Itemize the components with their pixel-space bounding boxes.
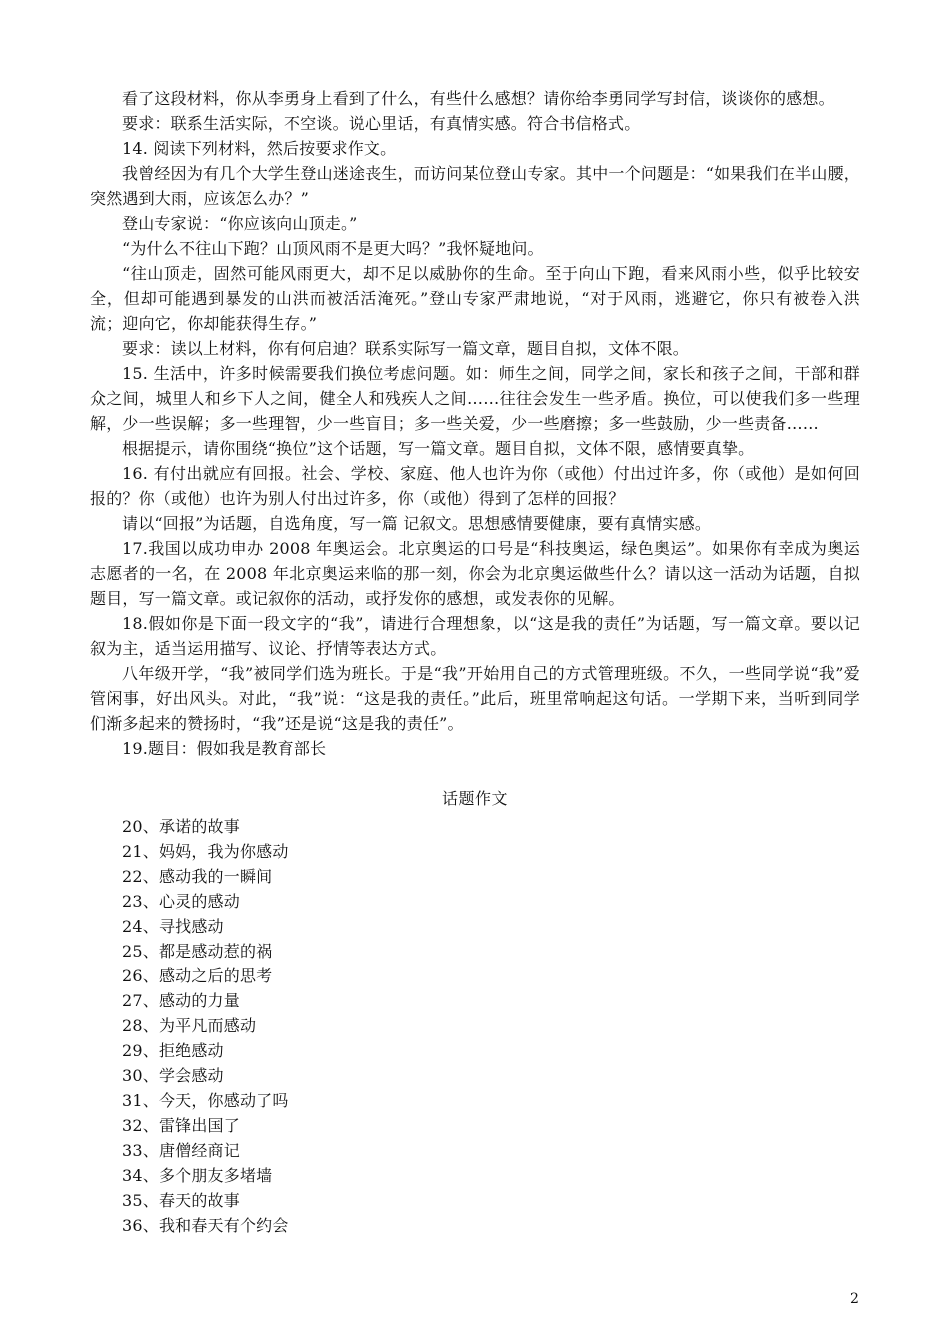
topic-item: 27、感动的力量 (122, 991, 240, 1011)
topic-item: 32、雷锋出国了 (122, 1115, 240, 1135)
topic-item: 25、都是感动惹的祸 (122, 941, 273, 961)
question-16-requirements: 请以“回报”为话题，自选角度，写一篇 记叙文。思想感情要健康，要有真情实感。 (122, 514, 712, 533)
document-page (90, 86, 860, 1238)
question-18-text: 18.假如你是下面一段文字的“我”，请进行合理想象，以“这是我的责任”为话题，写一篇文章。要以记叙为主，适当运用描写、议论、抒情等表达方式。 (90, 614, 860, 658)
topic-item: 29、拒绝感动 (122, 1041, 224, 1061)
topic-item: 36、我和春天有个约会 (122, 1215, 289, 1235)
topic-item: 20、承诺的故事 (122, 817, 240, 836)
paragraph-letter-prompt: 看了这段材料，你从李勇身上看到了什么，有些什么感想？请你给李勇同学写封信，谈谈你的感想。 (122, 89, 835, 108)
topic-list (90, 815, 860, 1238)
topic-item: 28、为平凡而感动 (122, 1016, 257, 1036)
question-17-text: 17.我国以成功申办 2008 年奥运会。北京奥运的口号是“科技奥运，绿色奥运”。如果你有幸成为奥运志愿者的一名，在 2008 年北京奥运来临的那一刻，你会为北京奥运做些什么？请以这一活动为话题，自拟题目，写一篇文章。或记叙你的活动，或抒发你的感想，或发表你的见解。 (90, 539, 860, 608)
paragraph-question-14-requirements: 要求：读以上材料，你有何启迪？联系实际写一篇文章，题目自拟，文体不限。 (122, 339, 690, 358)
topic-item: 21、妈妈，我为你感动 (122, 841, 289, 861)
paragraph-expert-answer: 登山专家说：“你应该向山顶走。” (122, 214, 358, 233)
question-15-requirements: 根据提示，请你围绕“换位”这个话题，写一篇文章。题目自拟，文体不限，感情要真挚。 (122, 439, 755, 458)
topic-item: 22、感动我的一瞬间 (122, 866, 273, 886)
paragraph-letter-requirements: 要求：联系生活实际，不空谈。说心里话，有真情实感。符合书信格式。 (122, 114, 641, 133)
topic-item: 35、春天的故事 (122, 1190, 240, 1210)
topic-item: 24、寻找感动 (122, 916, 224, 936)
paragraph-expert-explanation: “往山顶走，固然可能风雨更大，却不足以威胁你的生命。至于向山下跑，看来风雨小些，似乎比较安全，但却可能遇到暴发的山洪而被活活淹死。”登山专家严肃地说，“对于风雨，逃避它，你只有被卷入洪流；迎向它，你却能获得生存。” (90, 264, 860, 333)
section-heading: 话题作文 (441, 789, 508, 808)
topic-item: 34、多个朋友多堵墙 (122, 1165, 273, 1185)
page-number: 2 (850, 1291, 859, 1307)
section-spacer (90, 761, 860, 786)
question-14-title: 14. 阅读下列材料，然后按要求作文。 (122, 139, 397, 158)
question-19-title: 19.题目：假如我是教育部长 (122, 739, 327, 758)
question-16-text: 16. 有付出就应有回报。社会、学校、家庭、他人也许为你（或他）付出过许多，你（或他）是如何回报的？你（或他）也许为别人付出过许多，你（或他）得到了怎样的回报？ (90, 464, 860, 508)
topic-item: 33、唐僧经商记 (122, 1140, 240, 1160)
topic-item: 31、今天，你感动了吗 (122, 1090, 289, 1110)
question-15-text: 15. 生活中，许多时候需要我们换位考虑问题。如：师生之间，同学之间，家长和孩子之间，干部和群众之间，城里人和乡下人之间，健全人和残疾人之间……往往会发生一些矛盾。换位，可以使我们多一些理解，少一些误解；多一些理智，少一些盲目；多一些关爱，少一些磨擦；多一些鼓励，少一些责备…… (90, 364, 860, 433)
paragraph-question-doubt: “为什么不往山下跑？山顶风雨不是更大吗？”我怀疑地问。 (122, 239, 544, 258)
paragraph-interview-intro: 我曾经因为有几个大学生登山迷途丧生，而访问某位登山专家。其中一个问题是：“如果我们在半山腰，突然遇到大雨，应该怎么办？” (90, 164, 860, 208)
question-18-material: 八年级开学，“我”被同学们选为班长。于是“我”开始用自己的方式管理班级。不久，一些同学说“我”爱管闲事，好出风头。对此，“我”说：“这是我的责任。”此后，班里常响起这句话。一学期下来，当听到同学们渐多起来的赞扬时，“我”还是说“这是我的责任”。 (90, 664, 860, 733)
topic-item: 26、感动之后的思考 (122, 966, 273, 986)
topic-item: 23、心灵的感动 (122, 891, 240, 911)
topic-item: 30、学会感动 (122, 1066, 224, 1086)
